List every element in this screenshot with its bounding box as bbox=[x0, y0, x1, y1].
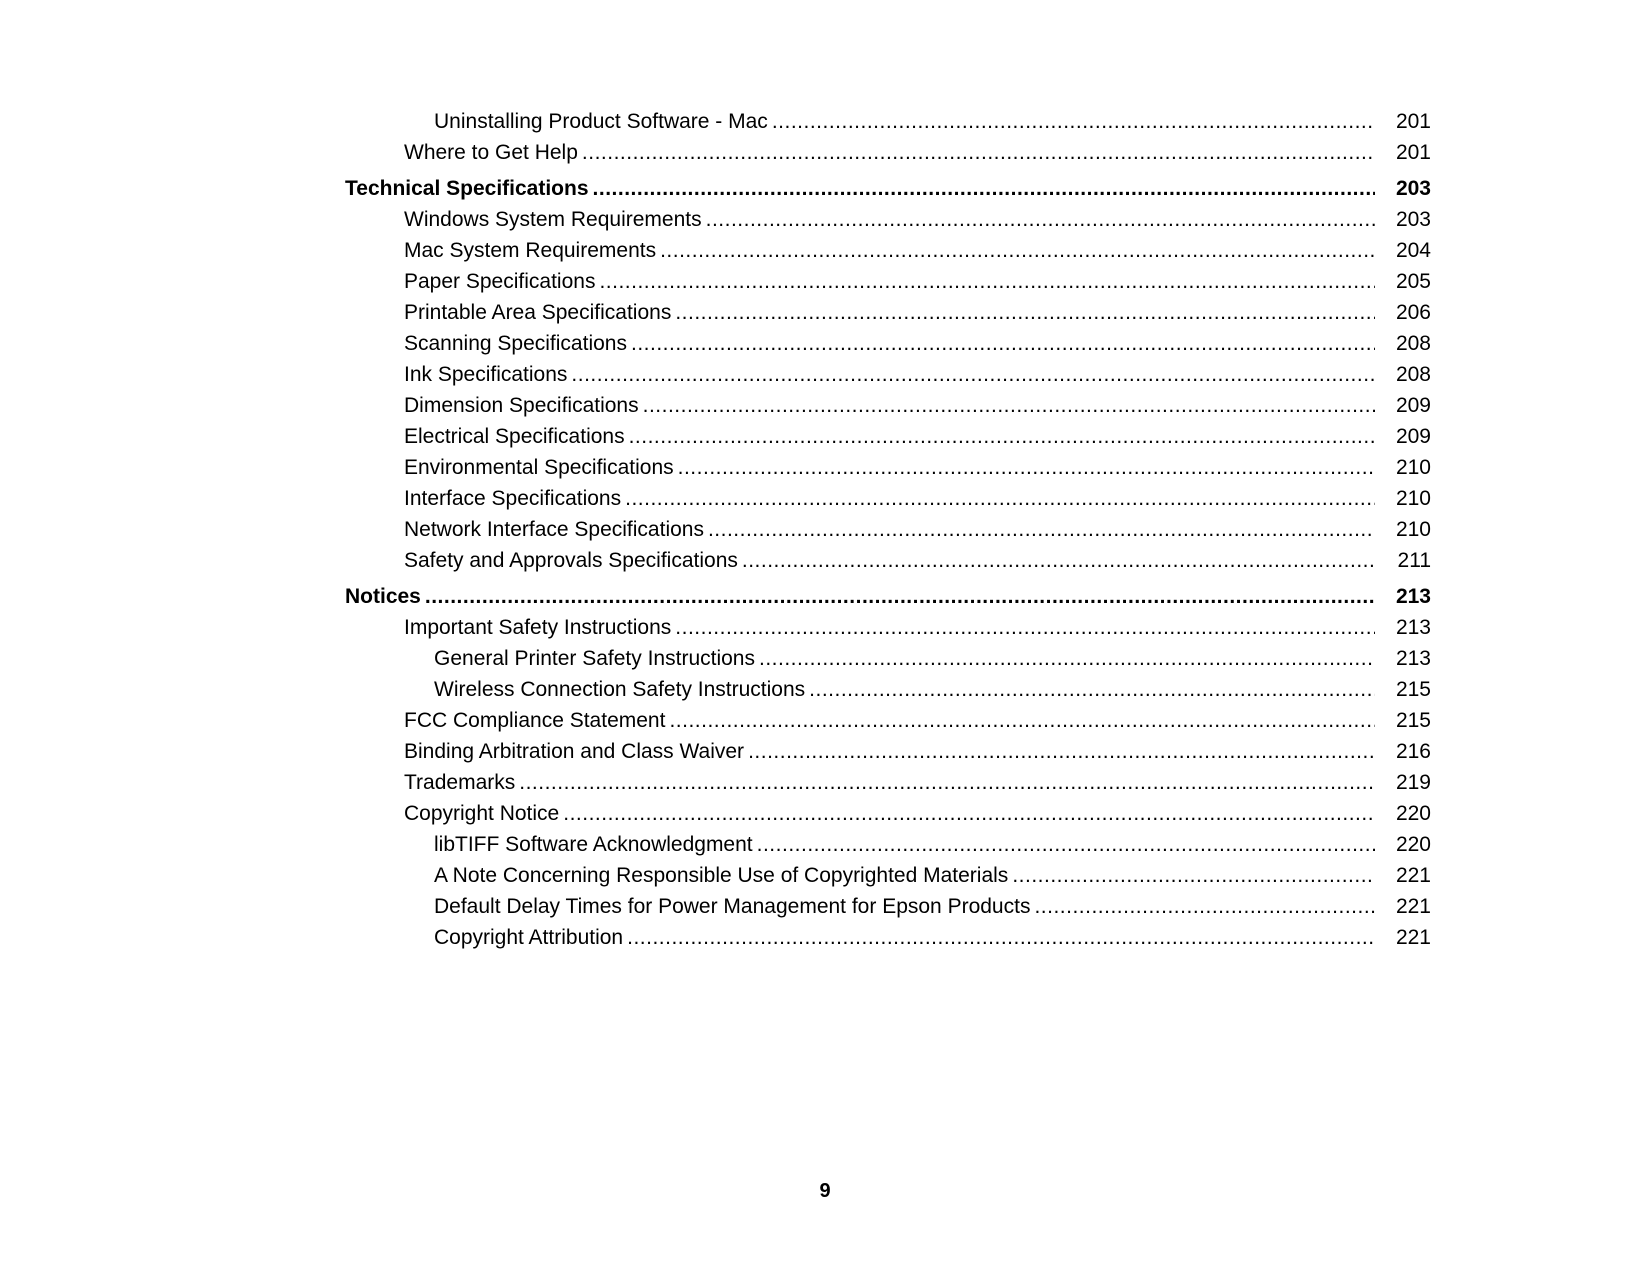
dot-leader bbox=[563, 798, 1375, 829]
toc-entry[interactable] bbox=[0, 137, 1650, 168]
toc-entry-leader bbox=[404, 266, 1375, 297]
toc-entry-leader bbox=[434, 829, 1375, 860]
toc-entry-page-number[interactable]: 210 bbox=[1395, 456, 1431, 479]
toc-entry-title[interactable]: Mac System Requirements bbox=[404, 235, 660, 266]
toc-entry-title[interactable]: General Printer Safety Instructions bbox=[434, 643, 759, 674]
toc-entry-leader bbox=[404, 297, 1375, 328]
toc-entry-title[interactable]: Notices bbox=[345, 581, 425, 612]
toc-entry-title[interactable]: Scanning Specifications bbox=[404, 328, 631, 359]
toc-entry[interactable] bbox=[0, 612, 1650, 643]
toc-entry-title[interactable]: FCC Compliance Statement bbox=[404, 705, 669, 736]
toc-entry-page-number[interactable]: 211 bbox=[1397, 549, 1431, 572]
toc-entry-title[interactable]: Interface Specifications bbox=[404, 483, 625, 514]
toc-entry-title[interactable]: Where to Get Help bbox=[404, 137, 582, 168]
toc-entry-title[interactable]: Binding Arbitration and Class Waiver bbox=[404, 736, 748, 767]
toc-entry-title[interactable]: A Note Concerning Responsible Use of Copyrighted Materials bbox=[434, 860, 1012, 891]
toc-entry[interactable] bbox=[0, 452, 1650, 483]
toc-entry-leader bbox=[404, 421, 1375, 452]
toc-entry-leader bbox=[404, 204, 1375, 235]
dot-leader bbox=[675, 297, 1375, 328]
dot-leader bbox=[582, 137, 1375, 168]
dot-leader bbox=[631, 328, 1375, 359]
toc-entry-page-number[interactable]: 213 bbox=[1395, 585, 1431, 608]
toc-entry[interactable] bbox=[0, 514, 1650, 545]
dot-leader bbox=[643, 390, 1375, 421]
dot-leader bbox=[669, 705, 1375, 736]
toc-entry-page-number[interactable]: 209 bbox=[1395, 394, 1431, 417]
toc-entry-title[interactable]: Technical Specifications bbox=[345, 173, 593, 204]
toc-entry-leader bbox=[434, 922, 1375, 953]
toc-entry-page-number[interactable]: 213 bbox=[1395, 647, 1431, 670]
toc-entry-title[interactable]: Copyright Attribution bbox=[434, 922, 627, 953]
toc-entry-title[interactable]: libTIFF Software Acknowledgment bbox=[434, 829, 757, 860]
toc-entry-page-number[interactable]: 208 bbox=[1395, 332, 1431, 355]
dot-leader bbox=[425, 581, 1375, 612]
toc-entry[interactable] bbox=[0, 204, 1650, 235]
toc-entry-leader bbox=[404, 767, 1375, 798]
toc-entry-leader bbox=[404, 390, 1375, 421]
toc-entry-page-number[interactable]: 221 bbox=[1395, 864, 1431, 887]
toc-entry-page-number[interactable]: 210 bbox=[1395, 487, 1431, 510]
toc-entry-title[interactable]: Ink Specifications bbox=[404, 359, 571, 390]
toc-entry-page-number[interactable]: 216 bbox=[1395, 740, 1431, 763]
toc-entry-page-number[interactable]: 210 bbox=[1395, 518, 1431, 541]
toc-entry[interactable] bbox=[0, 674, 1650, 705]
dot-leader bbox=[571, 359, 1375, 390]
dot-leader bbox=[772, 106, 1375, 137]
toc-entry-title[interactable]: Electrical Specifications bbox=[404, 421, 629, 452]
toc-entry[interactable] bbox=[0, 829, 1650, 860]
toc-entry[interactable] bbox=[0, 545, 1650, 576]
toc-entry-leader bbox=[404, 137, 1375, 168]
dot-leader bbox=[748, 736, 1375, 767]
toc-entry-title[interactable]: Printable Area Specifications bbox=[404, 297, 675, 328]
toc-entry-leader bbox=[404, 545, 1375, 576]
toc-entry[interactable] bbox=[0, 328, 1650, 359]
dot-leader bbox=[708, 514, 1375, 545]
toc-entry-page-number[interactable]: 205 bbox=[1395, 270, 1431, 293]
toc-entry-leader bbox=[434, 643, 1375, 674]
dot-leader bbox=[1012, 860, 1375, 891]
dot-leader bbox=[675, 612, 1375, 643]
dot-leader bbox=[625, 483, 1375, 514]
toc-entry[interactable] bbox=[0, 297, 1650, 328]
dot-leader bbox=[660, 235, 1375, 266]
toc-entry-leader bbox=[404, 736, 1375, 767]
dot-leader bbox=[1034, 891, 1375, 922]
toc-entry[interactable] bbox=[0, 581, 1650, 612]
toc-entry-page-number[interactable]: 208 bbox=[1395, 363, 1431, 386]
toc-entry-page-number[interactable]: 220 bbox=[1395, 802, 1431, 825]
toc-entry[interactable] bbox=[0, 421, 1650, 452]
toc-entry-page-number[interactable]: 221 bbox=[1395, 926, 1431, 949]
toc-entry[interactable] bbox=[0, 483, 1650, 514]
toc-entry-title[interactable]: Dimension Specifications bbox=[404, 390, 643, 421]
toc-entry[interactable] bbox=[0, 767, 1650, 798]
toc-entry[interactable] bbox=[0, 860, 1650, 891]
dot-leader bbox=[599, 266, 1375, 297]
toc-entry[interactable] bbox=[0, 235, 1650, 266]
toc-entry[interactable] bbox=[0, 798, 1650, 829]
toc-entry-title[interactable]: Wireless Connection Safety Instructions bbox=[434, 674, 809, 705]
toc-entry-leader bbox=[404, 235, 1375, 266]
toc-entry-page-number[interactable]: 219 bbox=[1395, 771, 1431, 794]
toc-entry-page-number[interactable]: 220 bbox=[1395, 833, 1431, 856]
toc-entry[interactable] bbox=[0, 266, 1650, 297]
toc-entry-title[interactable]: Windows System Requirements bbox=[404, 204, 706, 235]
dot-leader bbox=[627, 922, 1375, 953]
toc-entry-title[interactable]: Paper Specifications bbox=[404, 266, 599, 297]
toc-entry-page-number[interactable]: 215 bbox=[1395, 678, 1431, 701]
toc-entry-title[interactable]: Copyright Notice bbox=[404, 798, 563, 829]
toc-entry-page-number[interactable]: 206 bbox=[1395, 301, 1431, 324]
toc-entry-title[interactable]: Safety and Approvals Specifications bbox=[404, 545, 742, 576]
dot-leader bbox=[759, 643, 1375, 674]
dot-leader bbox=[809, 674, 1375, 705]
dot-leader bbox=[519, 767, 1375, 798]
toc-entry-page-number[interactable]: 221 bbox=[1395, 895, 1431, 918]
toc-entry-title[interactable]: Network Interface Specifications bbox=[404, 514, 708, 545]
toc-entry-leader bbox=[404, 612, 1375, 643]
dot-leader bbox=[593, 173, 1375, 204]
toc-entry-page-number[interactable]: 213 bbox=[1395, 616, 1431, 639]
toc-entry-page-number[interactable]: 203 bbox=[1395, 208, 1431, 231]
toc-entry[interactable] bbox=[0, 173, 1650, 204]
toc-entry[interactable] bbox=[0, 891, 1650, 922]
toc-entry-leader bbox=[434, 674, 1375, 705]
toc-entry-title[interactable]: Uninstalling Product Software - Mac bbox=[434, 106, 772, 137]
toc-entry-page-number[interactable]: 203 bbox=[1395, 177, 1431, 200]
toc-entry-title[interactable]: Trademarks bbox=[404, 767, 519, 798]
toc-entry-page-number[interactable]: 215 bbox=[1395, 709, 1431, 732]
toc-entry-title[interactable]: Default Delay Times for Power Management for Epson Products bbox=[434, 891, 1034, 922]
dot-leader bbox=[742, 545, 1375, 576]
toc-entry-page-number[interactable]: 209 bbox=[1395, 425, 1431, 448]
toc-entry-leader bbox=[434, 106, 1375, 137]
dot-leader bbox=[706, 204, 1375, 235]
toc-entry[interactable] bbox=[0, 705, 1650, 736]
toc-entry-leader bbox=[404, 798, 1375, 829]
toc-entry-leader bbox=[404, 328, 1375, 359]
toc-entry-leader bbox=[404, 452, 1375, 483]
toc-entry-leader bbox=[345, 581, 1375, 612]
toc-entry-leader bbox=[404, 705, 1375, 736]
toc-entry[interactable] bbox=[0, 106, 1650, 137]
dot-leader bbox=[678, 452, 1375, 483]
toc-entry[interactable] bbox=[0, 922, 1650, 953]
toc-entry-leader bbox=[345, 173, 1375, 204]
page-number: 9 bbox=[819, 1180, 831, 1202]
toc-entry-leader bbox=[404, 359, 1375, 390]
toc-entry-page-number[interactable]: 201 bbox=[1395, 110, 1431, 133]
toc-entry-leader bbox=[404, 514, 1375, 545]
toc-entry[interactable] bbox=[0, 736, 1650, 767]
toc-entry-leader bbox=[434, 891, 1375, 922]
dot-leader bbox=[629, 421, 1375, 452]
toc-entry[interactable] bbox=[0, 359, 1650, 390]
toc-entry[interactable] bbox=[0, 390, 1650, 421]
table-of-contents bbox=[0, 106, 1650, 953]
toc-entry-leader bbox=[434, 860, 1375, 891]
toc-entry-title[interactable]: Environmental Specifications bbox=[404, 452, 678, 483]
dot-leader bbox=[757, 829, 1375, 860]
toc-entry-leader bbox=[404, 483, 1375, 514]
toc-entry-title[interactable]: Important Safety Instructions bbox=[404, 612, 675, 643]
toc-entry-page-number[interactable]: 204 bbox=[1395, 239, 1431, 262]
toc-entry[interactable] bbox=[0, 643, 1650, 674]
toc-entry-page-number[interactable]: 201 bbox=[1395, 141, 1431, 164]
